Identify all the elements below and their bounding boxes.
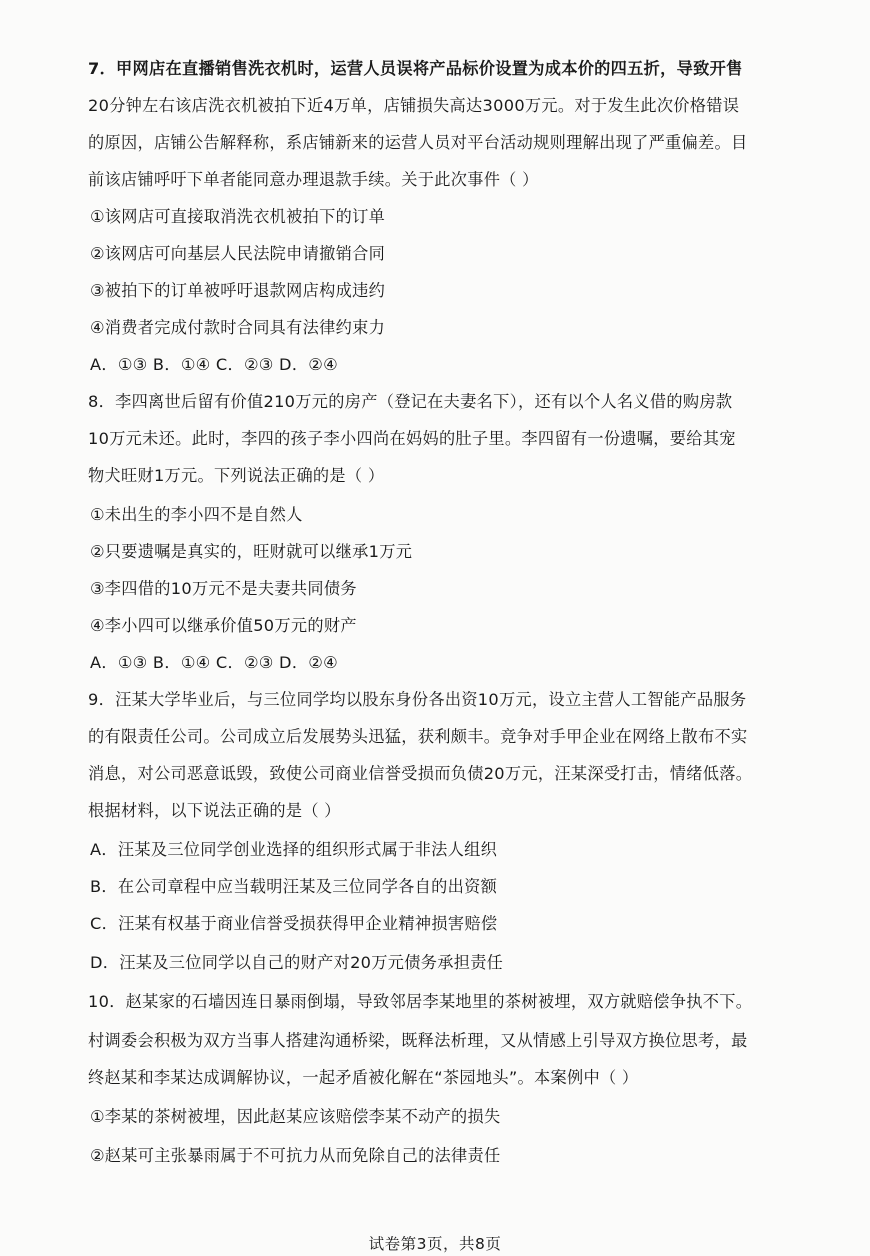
q8-line-2: 10万元未还。此时，李四的孩子李小四尚在妈妈的肚子里。李四留有一份遗嘱，要给其宠 <box>88 429 736 448</box>
q8-line-1: 8．李四离世后留有价值210万元的房产（登记在夫妻名下），还有以个人名义借的购房款 <box>88 392 733 411</box>
q10-line-3: 终赵某和李某达成调解协议，一起矛盾被化解在“茶园地头”。本案例中（ ） <box>88 1068 639 1087</box>
q8-option-2: ②只要遗嘱是真实的，旺财就可以继承1万元 <box>90 542 413 561</box>
q10-line-2: 村调委会积极为双方当事人搭建沟通桥梁，既释法析理，又从情感上引导双方换位思考，最 <box>88 1031 748 1050</box>
q9-line-1: 9．汪某大学毕业后，与三位同学均以股东身份各出资10万元，设立主营人工智能产品服务 <box>88 690 747 709</box>
q7-option-2: ②该网店可向基层人民法院申请撤销合同 <box>90 244 386 263</box>
q7-option-3: ③被拍下的订单被呼吁退款网店构成违约 <box>90 281 386 300</box>
q9-option-b: B．在公司章程中应当载明汪某及三位同学各自的出资额 <box>90 877 498 896</box>
q10-line-1: 10．赵某家的石墙因连日暴雨倒塌，导致邻居李某地里的茶树被埋，双方就赔偿争执不下。 <box>88 992 753 1011</box>
q9-option-c: C．汪某有权基于商业信誉受损获得甲企业精神损害赔偿 <box>90 914 498 933</box>
q8-line-3: 物犬旺财1万元。下列说法正确的是（ ） <box>88 466 385 485</box>
q10-option-2: ②赵某可主张暴雨属于不可抗力从而免除自己的法律责任 <box>90 1146 501 1165</box>
q9-line-2: 的有限责任公司。公司成立后发展势头迅猛，获利颇丰。竞争对手甲企业在网络上散布不实 <box>88 727 748 746</box>
q8-option-1: ①未出生的李小四不是自然人 <box>90 505 303 524</box>
q7-line-3: 的原因，店铺公告解释称，系店铺新来的运营人员对平台活动规则理解出现了严重偏差。目 <box>88 133 748 152</box>
q8-option-3: ③李四借的10万元不是夫妻共同债务 <box>90 579 357 598</box>
q7-line-4: 前该店铺呼吁下单者能同意办理退款手续。关于此次事件（ ） <box>88 170 539 189</box>
page-footer: 试卷第3页，共8页 <box>368 1235 502 1253</box>
q8-option-4: ④李小四可以继承价值50万元的财产 <box>90 616 357 635</box>
q7-line-2: 20分钟左右该店洗衣机被拍下近4万单，店铺损失高达3000万元。对于发生此次价格错误 <box>88 96 740 115</box>
q9-line-4: 根据材料，以下说法正确的是（ ） <box>88 801 341 820</box>
q10-option-1: ①李某的茶树被埋，因此赵某应该赔偿李某不动产的损失 <box>90 1107 501 1126</box>
q8-answers: A．①③ B．①④ C．②③ D．②④ <box>90 653 338 672</box>
q9-option-a: A．汪某及三位同学创业选择的组织形式属于非法人组织 <box>90 840 498 859</box>
q9-line-3: 消息，对公司恶意诋毁，致使公司商业信誉受损而负债20万元，汪某深受打击，情绪低落。 <box>88 764 753 783</box>
q9-option-d: D．汪某及三位同学以自己的财产对20万元债务承担责任 <box>90 953 504 972</box>
q7-option-1: ①该网店可直接取消洗衣机被拍下的订单 <box>90 207 386 226</box>
q7-option-4: ④消费者完成付款时合同具有法律约束力 <box>90 318 386 337</box>
q7-answers: A．①③ B．①④ C．②③ D．②④ <box>90 355 338 374</box>
q7-line-1: 7．甲网店在直播销售洗衣机时，运营人员误将产品标价设置为成本价的四五折，导致开售 <box>88 59 743 78</box>
